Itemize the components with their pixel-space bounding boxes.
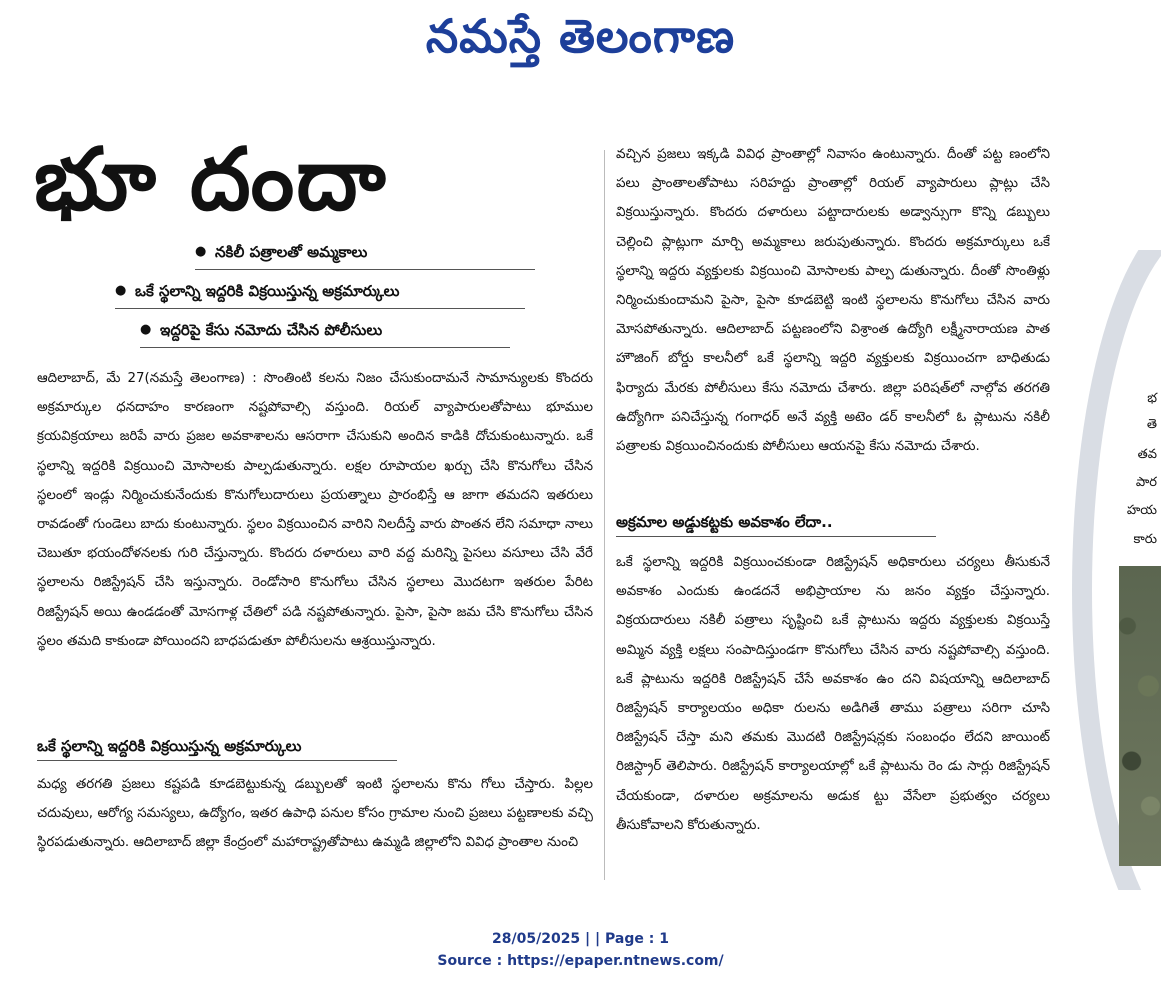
footer-source-link[interactable]: Source : https://epaper.ntnews.com/ <box>437 953 724 969</box>
article-headline: భూ దందా <box>34 130 388 230</box>
article-paragraph: వచ్చిన ప్రజలు ఇక్కడి వివిధ ప్రాంతాల్లో నివాసం ఉంటున్నారు. దీంతో పట్ట ణంలోని పలు ప్రాంతాలతోపాటు సరిహద్దు ప్రాంతాల్లో రియల్ వ్యాపారులు ప్లాట్లు చేసి విక్రయిస్తున్నారు. కొందరు దళారులు పట్టాదారులకు అడ్వాన్సుగా కొన్ని డబ్బులు చెల్లించి ప్లాట్లుగా మార్చి అమ్మకాలు జరుపుతున్నారు. కొందరు అక్రమార్కులు ఒకే స్థలాన్ని ఇద్దరు వ్యక్తులకు విక్రయించి మోసాలకు పాల్ప డుతున్నారు. దీంతో సొంతిళ్లు నిర్మించుకుందామని పైసా, పైసా కూడబెట్టి ఇంటి స్థలాలను కొనుగోలు చేసిన వారు మోసపోతున్నారు. ఆదిలాబాద్ పట్టణంలోని విశ్రాంత ఉద్యోగి లక్ష్మీనారాయణ పాత హౌజింగ్ బోర్డు కాలనీలో ఒకే స్థలాన్ని ఇద్దరి వ్యక్తులకు విక్రయించగా బాధితుడు ఫిర్యాదు మేరకు పోలీసులు కేసు నమోదు చేశారు. జిల్లా పరిషత్‌లో నాల్గోవ తరగతి ఉద్యోగిగా పనిచేస్తున్న గంగాధర్ అనే వ్యక్తి అటెం డర్ కాలనీలో ఓ ప్లాటును నకిలీ పత్రాలకు విక్రయించినందుకు పోలీసులు ఆయనపై కేసు నమోదు చేశారు. <box>616 147 1050 455</box>
adjacent-text-fragment: భ <box>1147 391 1157 406</box>
adjacent-article-strip <box>1062 250 1161 890</box>
article-paragraph: మధ్య తరగతి ప్రజలు కష్టపడి కూడబెట్టుకున్న డబ్బులతో ఇంటి స్థలాలను కొను గోలు చేస్తారు. పిల్లల చదువులు, ఆరోగ్య సమస్యలు, ఉద్యోగం, ఇతర ఉపాధి పనుల కోసం గ్రామాల నుంచి ప్రజలు పట్టణాలకు వచ్చి స్థిరపడుతున్నారు. ఆదిలాబాద్ జిల్లా కేంద్రంలో మహారాష్ట్రతోపాటు ఉమ్మడి జిల్లాలోని వివిధ ప్రాంతాల నుంచి <box>37 777 593 851</box>
article-paragraph: ఆదిలాబాద్, మే 27(నమస్తే తెలంగాణ) : సొంతింటి కలను నిజం చేసుకుందామనే సామాన్యులకు కొందరు అక్రమార్కుల ధనదాహం కారణంగా నష్టపోవాల్సి వస్తుంది. రియల్ వ్యాపారులతోపాటు భూముల క్రయవిక్రయాలు జరిపే వారు ప్రజల అవకాశాలను ఆసరాగా చేసుకుని అందిన కాడికి దోచుకుంటున్నారు. ఒకే స్థలాన్ని ఇద్దరికి విక్రయించి మోసాలకు పాల్పడుతున్నారు. లక్షల రూపాయల ఖర్చు చేసి కొనుగోలు చేసిన స్థలంలో ఇండ్లు నిర్మించుకునేందుకు కొనుగోలుదారులు ప్రయత్నాలు ప్రారంభిస్తే ఆ జాగా తమదని ఇతరులు రావడంతో గుండెలు బాదు కుంటున్నారు. స్థలం విక్రయించిన వారిని నిలదీస్తే వారు పొంతన లేని సమాధా నాలు చెబుతూ భయందోళనలకు గురి చేస్తున్నారు. కొందరు దళారులు వారి వద్ద మరిన్ని పైసలు వసూలు చేసి వేరే స్థలాలను రిజిస్ట్రేషన్ చేసి ఇస్తున్నారు. రెండోసారి కొనుగోలు చేసిన స్థలాలు మొదటగా ఇతరుల పేరిట రిజిస్ట్రేషన్ అయి ఉండడంతో మోసగాళ్ల చేతిలో పడి నష్టపోతున్నారు. పైసా, పైసా జమ చేసి కొనుగోలు చేసిన స్థలం తమది కాకుండా పోయిందని బాధపడుతూ పోలీసులను ఆశ్రయిస్తున్నారు. <box>37 371 593 649</box>
article-column-1-bottom <box>37 770 593 890</box>
column-divider <box>604 150 605 880</box>
article-column-1-top <box>37 364 593 729</box>
article-column-2-bottom <box>616 548 1050 888</box>
adjacent-photo <box>1119 566 1161 866</box>
bullet-point: ● ఇద్దరిపై కేసు నమోదు చేసిన పోలీసులు <box>140 316 510 348</box>
bullet-point: ● నకిలీ పత్రాలతో అమ్మకాలు <box>195 238 535 270</box>
article-column-2-top <box>616 140 1050 505</box>
adjacent-text-fragment: తె <box>1146 417 1157 432</box>
newspaper-masthead: నమస్తే తెలంగాణ <box>425 9 736 63</box>
adjacent-text-fragment: పార <box>1135 475 1157 490</box>
article-paragraph: ఒకే స్థలాన్ని ఇద్దరికి విక్రయించకుండా రిజిస్ట్రేషన్ అధికారులు చర్యలు తీసుకునే అవకాశం ఎందుకు ఉండదనే అభిప్రాయాల ను జనం వ్యక్తం చేస్తున్నారు. విక్రయదారులు నకిలీ పత్రాలు సృష్టించి ఒకే ప్లాటును ఇద్దరు వ్యక్తులకు విక్రయిస్తే అమ్మిన వ్యక్తి లక్షలు సంపాదిస్తుండగా కొనుగోలు చేసిన వారు నష్టపోవాల్సి వస్తుంది. ఒకే ప్లాటును ఇద్దరికి రిజిస్ట్రేషన్ చేసే అవకాశం ఉం దని విషయాన్ని ఆదిలాబాద్ రిజిస్ట్రేషన్ కార్యాలయం అధికా రులను అడిగితే తాము పత్రాలు సరిగా చూసి రిజిస్ట్రేషన్ చేస్తా మని తమకు మొదటి రిజిస్ట్రేషన్లకు సంబంధం లేదని జాయింట్ రిజిస్ట్రార్ తెలిపారు. రిజిస్ట్రేషన్ కార్యాలయాల్లో ఒకే ప్లాటును రెం డు సార్లు రిజిస్ట్రేషన్ చేయకుండా, దళారుల అక్రమాలను అడుక ట్టు వేసేలా ప్రభుత్వం చర్యలు తీసుకోవాలని కోరుతున్నారు. <box>616 555 1050 833</box>
bullet-point: ● ఒకే స్థలాన్ని ఇద్దరికి విక్రయిస్తున్న అక్రమార్కులు <box>115 277 525 309</box>
footer-date-page: 28/05/2025 | | Page : 1 <box>492 931 669 947</box>
subheading: ఒకే స్థలాన్ని ఇద్దరికి విక్రయిస్తున్న అక్రమార్కులు <box>37 732 397 761</box>
adjacent-text-fragment: హయ <box>1126 503 1157 518</box>
headline-bullets <box>95 238 575 355</box>
adjacent-text-fragment: కారు <box>1133 532 1157 547</box>
adjacent-text-fragment: తవ <box>1137 447 1157 462</box>
page-footer <box>0 928 1161 972</box>
subheading: అక్రమాల అడ్డుకట్టకు అవకాశం లేదా.. <box>616 508 936 537</box>
